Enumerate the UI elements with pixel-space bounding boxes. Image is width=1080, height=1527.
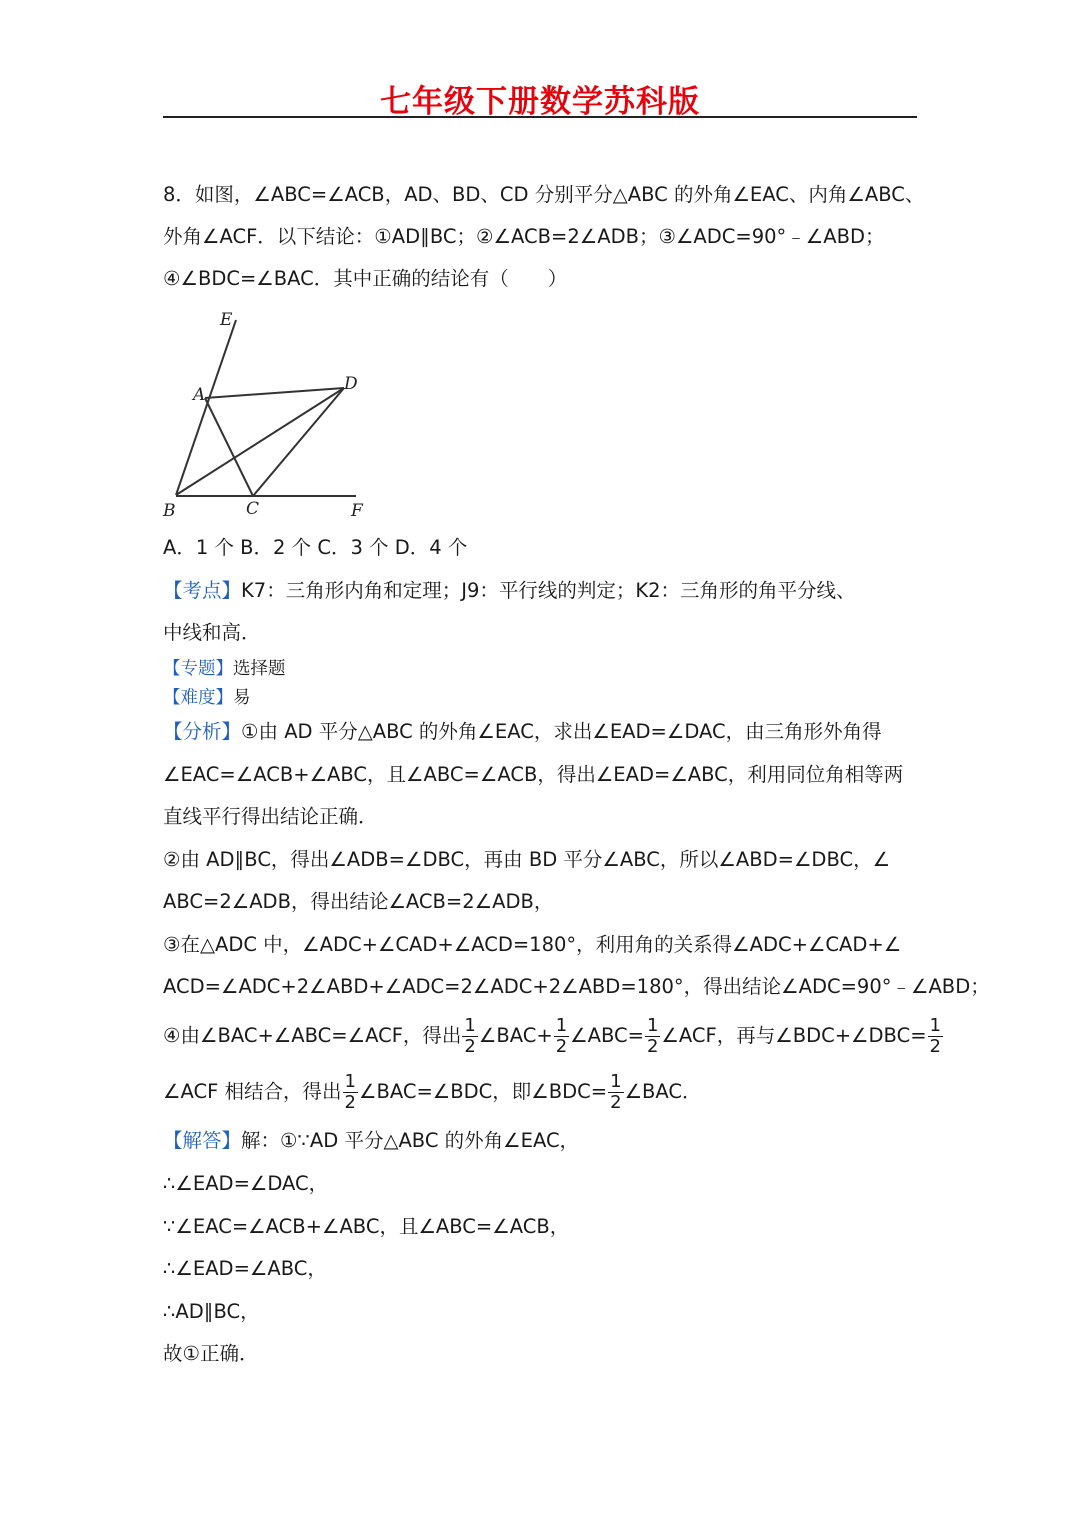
answer-options: A．1 个 B．2 个 C．3 个 D．4 个 <box>163 536 468 559</box>
jieda-line-6: 故①正确． <box>163 1342 259 1365</box>
zhuanti-line <box>163 656 286 682</box>
jieda-text-1: 解：①∵AD 平分△ABC 的外角∠EAC， <box>241 1129 580 1152</box>
question-line-1: 8．如图，∠ABC=∠ACB，AD、BD、CD 分别平分△ABC 的外角∠EAC、内角∠ABC、 <box>163 183 925 206</box>
zhuanti-tag: 【专题】 <box>163 659 233 679</box>
nandu-line <box>163 685 251 711</box>
fraction-half: $\frac{1}{2}$ <box>464 1015 476 1057</box>
nandu-tag: 【难度】 <box>163 688 233 708</box>
label-E: E <box>220 310 233 330</box>
fenxi-text-8c: ∠ABC= <box>570 1024 644 1047</box>
fraction-half: $\frac{1}{2}$ <box>344 1071 356 1113</box>
fenxi-line-5: ABC=2∠ADB，得出结论∠ACB=2∠ADB， <box>163 890 554 913</box>
fenxi-text-9b: ∠BAC=∠BDC，即∠BDC= <box>358 1080 608 1103</box>
label-B: B <box>163 501 176 521</box>
kaodian-line-1 <box>163 578 856 604</box>
fraction-half: $\frac{1}{2}$ <box>610 1071 622 1113</box>
fenxi-line-6: ③在△ADC 中，∠ADC+∠CAD+∠ACD=180°，利用角的关系得∠ADC+∠CAD+∠ <box>163 933 902 956</box>
fenxi-text-9a: ∠ACF 相结合，得出 <box>163 1080 342 1103</box>
jieda-line-5: ∴AD∥BC， <box>163 1300 260 1323</box>
jieda-line-4: ∴∠EAD=∠ABC， <box>163 1257 327 1280</box>
label-D: D <box>344 374 358 394</box>
header-divider <box>163 116 917 118</box>
segment-AD <box>205 388 344 398</box>
jieda-line-2: ∴∠EAD=∠DAC， <box>163 1172 329 1195</box>
segment-AC <box>205 398 253 496</box>
kaodian-tag: 【考点】 <box>163 579 242 602</box>
fenxi-line-9 <box>163 1070 702 1114</box>
jieda-tag: 【解答】 <box>163 1129 242 1152</box>
jieda-line-3: ∵∠EAC=∠ACB+∠ABC，且∠ABC=∠ACB， <box>163 1215 570 1238</box>
label-A: A <box>193 385 206 405</box>
zhuanti-text: 选择题 <box>233 659 286 679</box>
label-F: F <box>351 501 363 521</box>
fenxi-line-8 <box>163 1014 944 1058</box>
fenxi-line-2: ∠EAC=∠ACB+∠ABC，且∠ABC=∠ACB，得出∠EAD=∠ABC，利用同位角相等两 <box>163 763 904 786</box>
fraction-half: $\frac{1}{2}$ <box>646 1015 659 1057</box>
kaodian-line-2: 中线和高． <box>163 621 261 644</box>
fraction-half: $\frac{1}{2}$ <box>929 1015 941 1057</box>
ray-BE <box>176 320 236 495</box>
segment-CD <box>253 388 344 496</box>
label-C: C <box>246 499 260 519</box>
kaodian-text: K7：三角形内角和定理；J9：平行线的判定；K2：三角形的角平分线、 <box>241 579 856 602</box>
fenxi-line-4: ②由 AD∥BC，得出∠ADB=∠DBC，再由 BD 平分∠ABC，所以∠ABD=∠DBC，∠ <box>163 848 891 871</box>
question-line-2: 外角∠ACF．以下结论：①AD∥BC；②∠ACB=2∠ADB；③∠ADC=90°﹣∠ABD； <box>163 225 885 248</box>
fenxi-tag: 【分析】 <box>163 720 242 743</box>
fenxi-line-7: ACD=∠ADC+2∠ABD+∠ADC=2∠ADC+2∠ABD=180°，得出结论∠ADC=90°﹣∠ABD； <box>163 975 990 998</box>
jieda-line-1 <box>163 1128 579 1154</box>
fenxi-line-3: 直线平行得出结论正确． <box>163 805 378 828</box>
question-line-3: ④∠BDC=∠BAC．其中正确的结论有（ ） <box>163 267 568 290</box>
fenxi-text-1: ①由 AD 平分△ABC 的外角∠EAC，求出∠EAD=∠DAC，由三角形外角得 <box>241 720 882 743</box>
fenxi-line-1 <box>163 719 882 745</box>
fenxi-text-8d: ∠ACF，再与∠BDC+∠DBC= <box>661 1024 927 1047</box>
fraction-half: $\frac{1}{2}$ <box>555 1015 568 1057</box>
fenxi-text-9c: ∠BAC． <box>624 1080 702 1103</box>
fenxi-text-8b: ∠BAC+ <box>478 1024 553 1047</box>
geometry-figure <box>155 300 385 525</box>
page-header-title: 七年级下册数学苏科版 <box>380 84 700 120</box>
fenxi-text-8a: ④由∠BAC+∠ABC=∠ACF，得出 <box>163 1024 462 1047</box>
nandu-text: 易 <box>233 688 251 708</box>
